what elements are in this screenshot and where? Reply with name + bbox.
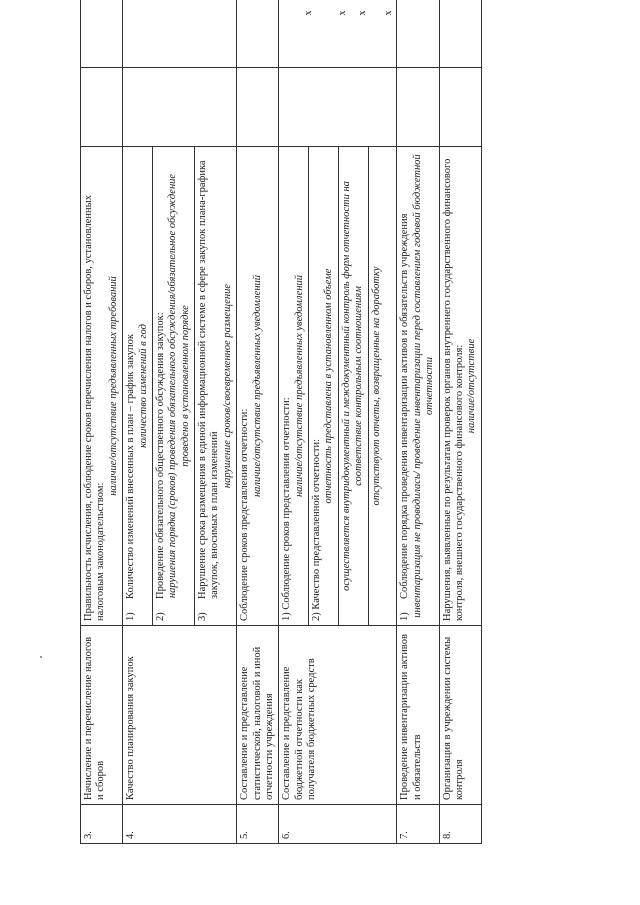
row-number: 6.	[279, 805, 397, 844]
mark-x: x	[382, 10, 394, 16]
sub-criterion: 1) Соблюдение порядка проведения инвентаризации активов и обязательств учреждения	[399, 213, 411, 621]
sub-criteria-table: 1) Количество изменений внесенных в план – график закупок количество изменений в год 2) Проведение обязательного общественного обсуждения закупок: нарушения порядка (сроков) проведения обязательного обсуждения/обязательное обсуждение проведено в установленном порядке 3) Нарушение срока размещения в единой информационной системе в сфере закупок плана-графика закупок, вносимых в план изменений нарушение сроков/своевременное размещение	[123, 147, 236, 625]
row-criteria: Соблюдение сроков представления отчетности: наличие/отсутствие предъявленных уведомлений	[237, 147, 279, 626]
row-area: Начисление и перечисление налогов и сборов	[81, 626, 123, 805]
mark-x: x	[356, 10, 368, 16]
table-row	[397, 0, 439, 844]
row-area: Проведение инвентаризации активов и обязательств	[397, 626, 439, 805]
mark-x: x	[303, 10, 315, 16]
table-row	[81, 0, 123, 844]
row-area: Составление и представление статистической, налоговой и иной отчетности учреждения	[237, 626, 279, 805]
row-area: Составление и представление бюджетной отчетности как получателя бюджетных средств	[279, 626, 397, 805]
empty-cell	[237, 68, 279, 147]
criteria-option: наличие/отсутствие предъявленных требований	[107, 276, 119, 496]
table-row	[123, 0, 237, 844]
empty-cell	[123, 68, 237, 147]
table-row	[279, 0, 397, 844]
sub-criterion: 1) Количество изменений внесенных в план – график закупок	[125, 333, 137, 621]
mark-cell	[237, 0, 279, 68]
rotated-table-container	[80, 4, 580, 844]
sub-criterion: 2) Проведение обязательного общественного обсуждения закупок:	[154, 312, 166, 621]
criteria-text: Правильность исчисления, соблюдение сроков перечисления налогов и сборов, установленных налоговым законодательством:	[83, 195, 107, 621]
row-criteria	[81, 147, 123, 626]
mark-cell	[439, 0, 481, 68]
table-row	[439, 0, 481, 844]
empty-cell	[397, 68, 439, 147]
scan-speck	[40, 656, 42, 658]
mark-cell	[81, 0, 123, 68]
mark-cell	[397, 0, 439, 68]
empty-cell	[81, 68, 123, 147]
row-criteria	[123, 147, 237, 626]
row-number: 3.	[81, 805, 123, 844]
row-number: 7.	[397, 805, 439, 844]
row-criteria: Нарушения, выявленные по результатам проверок органов внутреннего государственного финансового контроля, внешнего государственного финансового контроля: наличие/отсутствие	[439, 147, 481, 626]
row-area: Организация в учреждении системы контроля	[439, 626, 481, 805]
sub-criteria-table: 1) Соблюдение сроков представления отчетности: наличие/отсутствие предъявленных уведомлений 2) Качество представленной отчетности: отчетность представлена в установленном объеме осуществляется внутридокументный и междокументный контроль форм отчетности на соответствие контрольным соотношениям отсутствуют отчеты, возвращенные на доработку	[279, 147, 385, 625]
table-row	[237, 0, 279, 844]
empty-cell	[439, 68, 481, 147]
row-criteria: 1) Соблюдение порядка проведения инвентаризации активов и обязательств учреждения инвентаризация не проводилась/ проведение инвентаризации перед составлением годовой бюджетной отчетности	[397, 147, 439, 626]
row-number: 4.	[123, 805, 237, 844]
mark-cell	[123, 0, 237, 68]
row-criteria	[279, 147, 397, 626]
empty-cell	[279, 68, 397, 147]
row-number: 5.	[237, 805, 279, 844]
mark-cell	[279, 0, 397, 68]
row-area: Качество планирования закупок	[123, 626, 237, 805]
row-number: 8.	[439, 805, 481, 844]
control-criteria-table	[80, 0, 482, 844]
sub-criterion: 3) Нарушение срока размещения в единой информационной системе в сфере закупок плана-графика закупок, вносимых в план изменений	[197, 160, 221, 621]
mark-x: x	[337, 10, 349, 16]
